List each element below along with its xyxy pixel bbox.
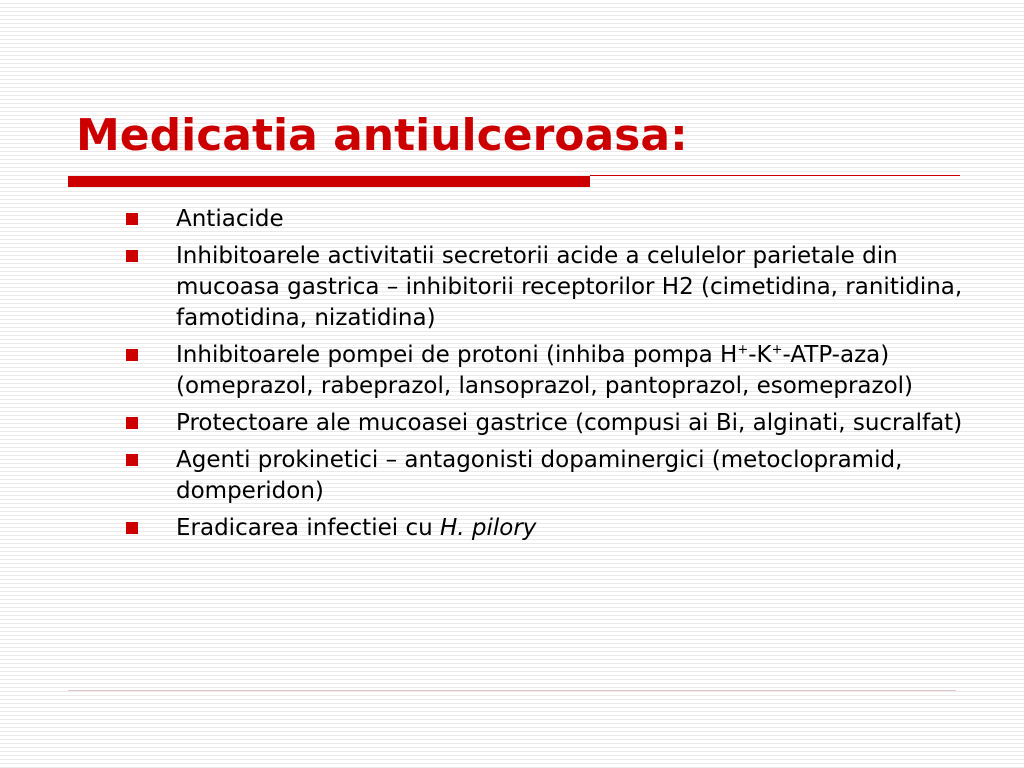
list-item — [126, 241, 971, 334]
bullet-list — [126, 204, 971, 550]
bullet-text-part: Inhibitoarele pompei de protoni (inhiba pompa H — [176, 342, 738, 368]
list-item — [126, 340, 971, 402]
list-item — [126, 445, 971, 507]
bullet-text-part: -ATP-aza) (omeprazol, rabeprazol, lansoprazol, pantoprazol, esomeprazol) — [176, 342, 914, 399]
superscript-plus: + — [771, 342, 783, 358]
bullet-text — [176, 340, 971, 402]
list-item — [126, 513, 971, 544]
bullet-text-part: Eradicarea infectiei cu — [176, 515, 440, 541]
title-underline-rule — [590, 175, 960, 176]
list-item — [126, 204, 971, 235]
footer-divider — [68, 690, 956, 691]
square-bullet-icon — [126, 349, 138, 361]
bullet-text-italic: H. pilory — [439, 515, 537, 541]
superscript-plus: + — [737, 342, 749, 358]
bullet-text — [176, 513, 536, 544]
list-item — [126, 408, 971, 439]
square-bullet-icon — [126, 522, 138, 534]
bullet-text: Inhibitoarele activitatii secretorii acide a celulelor parietale din mucoasa gastrica – inhibitorii receptorilor H2 (cimetidina, ranitidina, famotidina, nizatidina) — [176, 243, 963, 331]
slide-title: Medicatia antiulceroasa: — [76, 110, 688, 161]
bullet-text-part: -K — [748, 342, 772, 368]
square-bullet-icon — [126, 250, 138, 262]
title-underline-bar — [68, 176, 590, 187]
bullet-text: Protectoare ale mucoasei gastrice (compusi ai Bi, alginati, sucralfat) — [176, 410, 963, 436]
bullet-text: Agenti prokinetici – antagonisti dopaminergici (metoclopramid, domperidon) — [176, 447, 903, 504]
square-bullet-icon — [126, 213, 138, 225]
square-bullet-icon — [126, 454, 138, 466]
square-bullet-icon — [126, 417, 138, 429]
bullet-text: Antiacide — [176, 206, 284, 232]
